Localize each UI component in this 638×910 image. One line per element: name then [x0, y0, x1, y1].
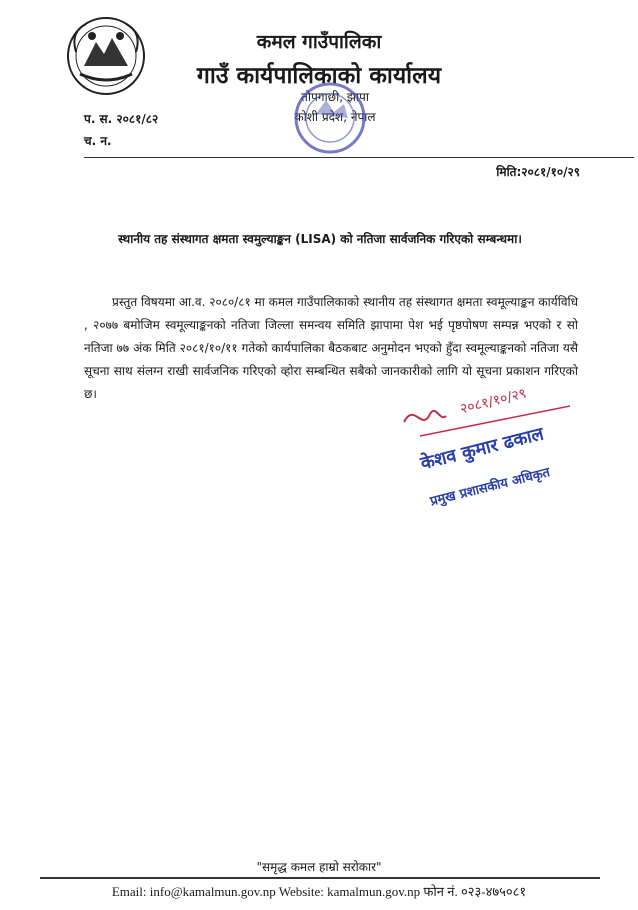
- signatory-name: केशव कुमार ढकाल: [418, 423, 546, 475]
- office-name: कमल गाउँपालिका: [256, 31, 382, 53]
- dispatch-number: च. न.: [84, 134, 112, 148]
- signature-date: २०८१/१०/२९: [458, 385, 529, 418]
- slogan: "समृद्ध कमल हाम्रो सरोकार": [256, 860, 382, 874]
- office-title: गाउँ कार्यपालिकाको कार्यालय: [196, 63, 442, 89]
- office-location-line1: तोपगाछी, झापा: [301, 90, 369, 104]
- signatory-designation: प्रमुख प्रशासकीय अधिकृत: [428, 465, 552, 510]
- office-location-line2: कोशी प्रदेश, नेपाल: [294, 110, 376, 124]
- header-divider: [84, 157, 634, 158]
- office-seal-icon: [290, 78, 370, 158]
- letter-subject: स्थानीय तह संस्थागत क्षमता स्वमुल्याङ्कन (LISA) को नतिजा सार्वजनिक गरिएको सम्बन्धमा।: [118, 232, 522, 246]
- footer-divider: [40, 877, 600, 879]
- letter-body: प्रस्तुत विषयमा आ.व. २०८०/८१ मा कमल गाउँपालिकाको स्थानीय तह संस्थागत क्षमता स्वमूल्याङ्कन कार्यविधि , २०७७ बमोजिम स्वमूल्याङ्कनको नतिजा जिल्ला समन्वय समिति झापामा पेश भई पृष्ठपोषण सम्पन्न भएको र सो नतिजा ७७ अंक मिति २०८१/१०/११ गतेको कार्यपालिका बैठकबाट अनुमोदन भएको हुँदा स्वमूल्याङ्कनको नतिजा यसै सूचना साथ संलग्न राखी सार्वजनिक गरिएको व्होरा सम्बन्धित सबैको जानकारीको लागि यो सूचना प्रकाशन गरिएको छ।: [84, 295, 578, 401]
- letter-date: मिति:२०८१/१०/२९: [496, 165, 580, 179]
- contact-footer: Email: info@kamalmun.gov.np Website: kamalmun.gov.np फोन नं. ०२३-४७५०८१: [111, 884, 527, 899]
- letter-number: प. स. २०८१/८२: [84, 112, 159, 126]
